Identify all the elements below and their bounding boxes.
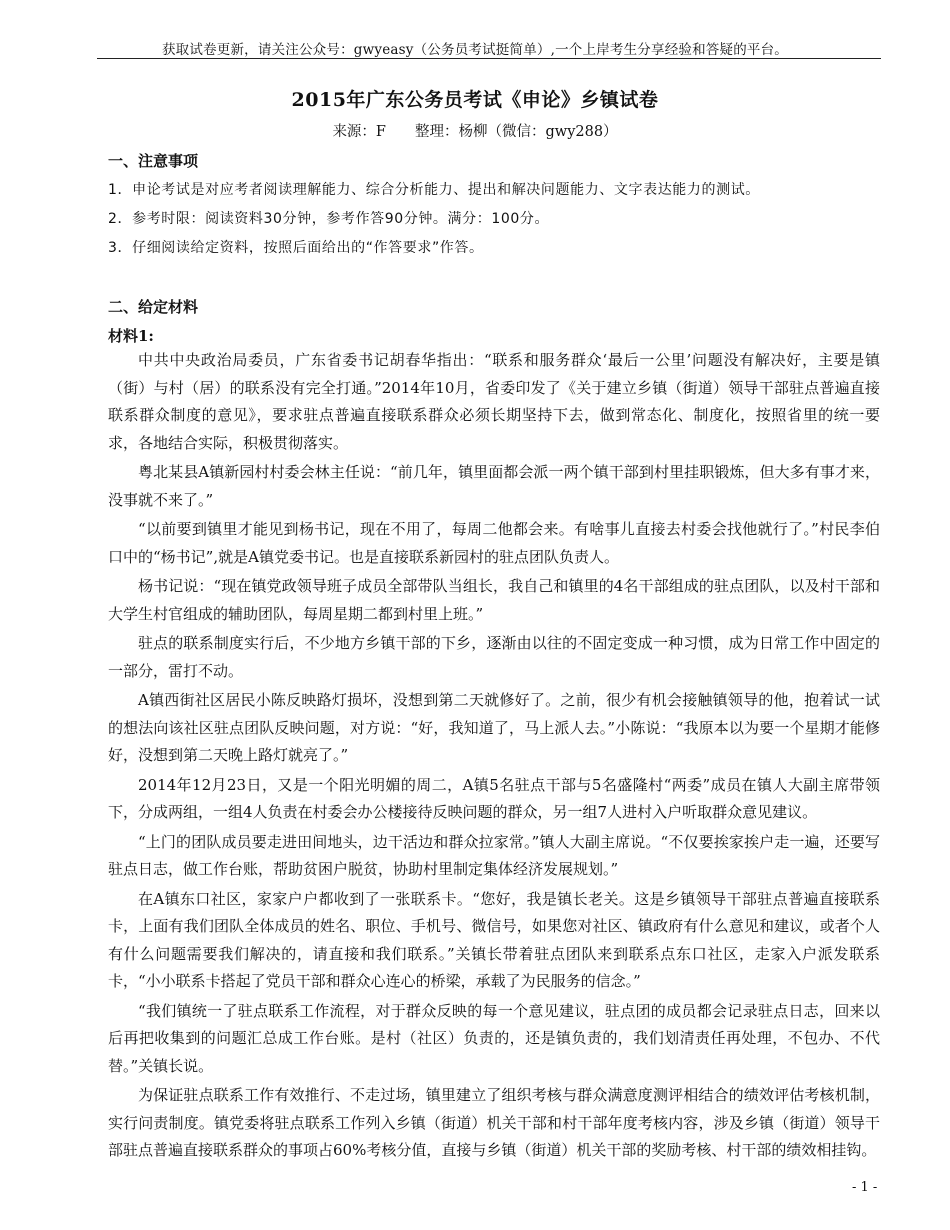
material-paragraph: 在A镇东口社区，家家户户都收到了一张联系卡。“您好，我是镇长老关。这是乡镇领导干部驻点普遍直接联系卡，上面有我们团队全体成员的姓名、职位、手机号、微信号，如果您对社区、镇政府有什么意见和建议，或者个人有什么问题需要我们解决的，请直接和我们联系。”关镇长带着驻点团队来到联系点东口社区，走家入户派发联系卡，“小小联系卡搭起了党员干部和群众心连心的桥梁，承载了为民服务的信念。” bbox=[108, 889, 880, 990]
material-paragraph: 杨书记说：“现在镇党政领导班子成员全部带队当组长，我自己和镇里的4名干部组成的驻点团队，以及村干部和大学生村官组成的辅助团队，每周星期二都到村里上班。” bbox=[108, 577, 880, 623]
material-paragraph: 为保证驻点联系工作有效推行、不走过场，镇里建立了组织考核与群众满意度测评相结合的绩效评估考核机制，实行问责制度。镇党委将驻点联系工作列入乡镇（街道）机关干部和村干部年度考核内容，涉及乡镇（街道）领导干部驻点普遍直接联系群众的事项占60%考核分值，直接与乡镇（街道）机关干部的奖励考核、村干部的绩效相挂钩。 bbox=[108, 1086, 880, 1159]
material-paragraph: 粤北某县A镇新园村村委会林主任说：“前几年，镇里面都会派一两个镇干部到村里挂职锻炼，但大多有事才来，没事就不来了。” bbox=[108, 463, 880, 509]
header-note: 获取试卷更新，请关注公众号：gwyeasy（公务员考试挺简单）,一个上岸考生分享经验和答疑的平台。 bbox=[161, 42, 788, 58]
material-paragraph: “上门的团队成员要走进田间地头，边干活边和群众拉家常。”镇人大副主席说。“不仅要挨家挨户走一遍，还要写驻点日志，做工作台账，帮助贫困户脱贫，协助村里制定集体经济发展规划。” bbox=[108, 832, 880, 878]
page-number: - 1 - bbox=[852, 1180, 878, 1195]
material-paragraph: 中共中央政治局委员，广东省委书记胡春华指出：“联系和服务群众‘最后一公里’问题没有解决好，主要是镇（街）与村（居）的联系没有完全打通。”2014年10月，省委印发了《关于建立乡镇（街道）领导干部驻点普遍直接联系群众制度的意见》，要求驻点普遍直接联系群众必须长期坚持下去，做到常态化、制度化，按照省里的统一要求，各地结合实际，积极贯彻落实。 bbox=[108, 351, 880, 452]
material-paragraph: 驻点的联系制度实行后，不少地方乡镇干部的下乡，逐渐由以往的不固定变成一种习惯，成为日常工作中固定的一部分，雷打不动。 bbox=[108, 634, 880, 680]
material-paragraph: A镇西街社区居民小陈反映路灯损坏，没想到第二天就修好了。之前，很少有机会接触镇领导的他，抱着试一试的想法向该社区驻点团队反映问题，对方说：“好，我知道了，马上派人去。”小陈说：“我原本以为要一个星期才能修好，没想到第二天晚上路灯就亮了。” bbox=[108, 691, 880, 764]
material-paragraph: “我们镇统一了驻点联系工作流程，对于群众反映的每一个意见建议，驻点团的成员都会记录驻点日志，回来以后再把收集到的问题汇总成工作台账。是村（社区）负责的，还是镇负责的，我们划清责任再处理，不包办、不代替。”关镇长说。 bbox=[108, 1001, 880, 1075]
document-title: 2015年广东公务员考试《申论》乡镇试卷 bbox=[291, 89, 659, 111]
notice-item-3: 3．仔细阅读给定资料，按照后面给出的“作答要求”作答。 bbox=[108, 240, 484, 256]
section-heading-notice: 一、注意事项 bbox=[108, 152, 199, 170]
material-paragraph: “以前要到镇里才能见到杨书记，现在不用了，每周二他都会来。有啥事儿直接去村委会找他就行了。”村民李伯口中的“杨书记”,就是A镇党委书记。也是直接联系新园村的驻点团队负责人。 bbox=[108, 520, 880, 566]
notice-item-1: 1．申论考试是对应考者阅读理解能力、综合分析能力、提出和解决问题能力、文字表达能力的测试。 bbox=[108, 182, 760, 198]
material-body bbox=[108, 347, 880, 1167]
material-paragraph: 2014年12月23日，又是一个阳光明媚的周二，A镇5名驻点干部与5名盛隆村“两委”成员在镇人大副主席带领下，分成两组，一组4人负责在村委会办公楼接待反映问题的群众，另一组7人进村入户听取群众意见建议。 bbox=[108, 775, 880, 821]
section-heading-materials: 二、给定材料 bbox=[108, 298, 199, 316]
document-source: 来源：F 整理：杨柳（微信：gwy288） bbox=[332, 124, 618, 140]
notice-item-2: 2．参考时限：阅读资料30分钟，参考作答90分钟。满分：100分。 bbox=[108, 211, 550, 227]
material-label: 材料1: bbox=[108, 327, 154, 345]
header-divider bbox=[97, 58, 881, 59]
